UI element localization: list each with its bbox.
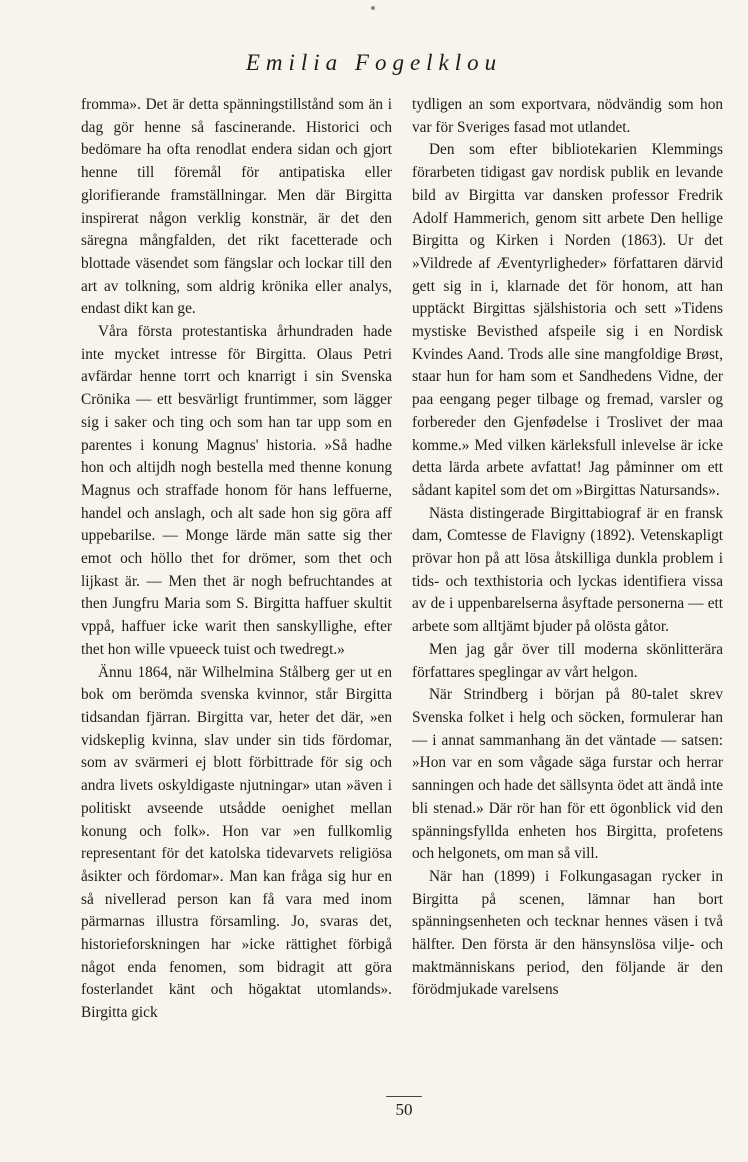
paragraph: fromma». Det är detta spänningstillstånd som än i dag gör henne så fascinerande. Historici och bedömare ha ofta renodlat endera sidan och gjort henne till föremål för antipatiska eller glorifierande framställningar. Men där Birgitta inspirerat någon verklig konstnär, är det den säregna mångfalden, det rikt facetterade och blottade väsendet som fängslar och lockar till den art av tolkning, som aldrig krönika eller analys, endast dikt kan ge. [81, 96, 392, 318]
paragraph: Men jag går över till moderna skönlitterära författares speglingar av vårt helgon. [412, 640, 723, 681]
running-header: Emilia Fogelklou [245, 50, 503, 75]
left-column [81, 94, 392, 1025]
paragraph: Nästa distingerade Birgittabiograf är en fransk dam, Comtesse de Flavigny (1892). Vetenskapligt prövar hon på att lösa åtskilliga dunkla problem i tids- och texthistoria och lyckas identifiera vissa av de i uppenbarelserna åsyftade personerna — ett arbete som alltjämt bjuder på olösta gåtor. [412, 504, 723, 636]
footer-rule [386, 1096, 422, 1097]
paragraph: När han (1899) i Folkungasagan rycker in Birgitta på scenen, lämnar han bort spänningsenheten och tecknar hennes väsen i två hälfter. Den första är den hänsynslösa vilje- och maktmänniskans period, den följande är den förödmjukade varelsens [412, 867, 723, 999]
paragraph: Den som efter bibliotekarien Klemmings förarbeten tidigast gav nordisk publik en levande bild av Birgitta var dansken professor Fredrik Adolf Hammerich, genom sitt arbete Den hellige Birgitta og Kirken i Norden (1863). Ur det »Vildrede af Æventyrligheder» författaren därvid gett sig in i, klarnade det för honom, att han upptäckt Birgittas själshistoria och sett »Tidens mystiske Bevisthed afspeile sig i en Nordisk Kvindes Aand. Trods alle sine mangfoldige Brøst, staar hun for ham som et Sandhedens Vidne, der paa eengang peger tilbage og fremad, varsler og forbereder den Gjenfødelse i Troslivet der maa komme.» Med vilken kärleksfull inlevelse är icke detta lärda arbete avfattat! Jag påminner om ett sådant kapitel som det om »Birgittas Natursands». [412, 141, 723, 499]
paragraph: När Strindberg i början på 80-talet skrev Svenska folket i helg och söcken, formulerar han — i annat sammanhang än det väntade — satsen: »Hon var en som vågade säga furstar och herrar sanningen och hade det sällsynta ödet att ändå inte bli stenad.» Där rör han för ett ögonblick vid den spänningsfyllda enheten hos Birgitta, profetens och helgonets, om man så vill. [412, 686, 723, 863]
right-column [412, 94, 723, 1002]
paragraph: tydligen an som exportvara, nödvändig som hon var för Sveriges fasad mot utlandet. [412, 96, 723, 136]
print-mark [371, 6, 375, 10]
page-number: 50 [395, 1100, 413, 1119]
paragraph: Våra första protestantiska århundraden hade inte mycket intresse för Birgitta. Olaus Petri avfärdar henne torrt och knarrigt i sin Svenska Crönika — ett besvärligt fruntimmer, som lägger sig i saker och ting och som han tar upp som en parentes i konung Magnus' historia. »Så hadhe hon och altijdh nogh bestella med thenne konung Magnus och straffade honom för hans leffuerne, handel och anslagh, och alt sade hon sig göra aff uppebarilse. — Monge lärde män satte sig ther emot och höllo thet for drömer, som thet och lijkast är. — Men thet är nogh befruchtandes at then Jungfru Maria som S. Birgitta haffuer skultit vppå, haffuer icke warit then sanskyllighe, efter thet hon wille vpueeck tuist och twedregt.» [81, 323, 392, 658]
paragraph: Ännu 1864, när Wilhelmina Stålberg ger ut en bok om berömda svenska kvinnor, står Birgitta tidsandan fjärran. Birgitta var, heter det där, »en vidskeplig kvinna, slav under sin tids fördomar, som av svärmeri ej blott förbittrade för sig och andra livets oskyldigaste njutningar» utan »även i politiskt avseende utsådde oenighet mellan konung och folk». Hon var »en fullkomlig representant för det katolska tidevarvets religiösa åsikter och fördomar». Man kan fråga sig hur en så nivellerad person kan få vara med inom pärmarnas illustra församling. Jo, svaras det, historieforskningen har »icke rättighet förbigå något enda fenomen, som bidragit att göra fosterlandet känt och högaktat utomlands». Birgitta gick [81, 663, 392, 1022]
